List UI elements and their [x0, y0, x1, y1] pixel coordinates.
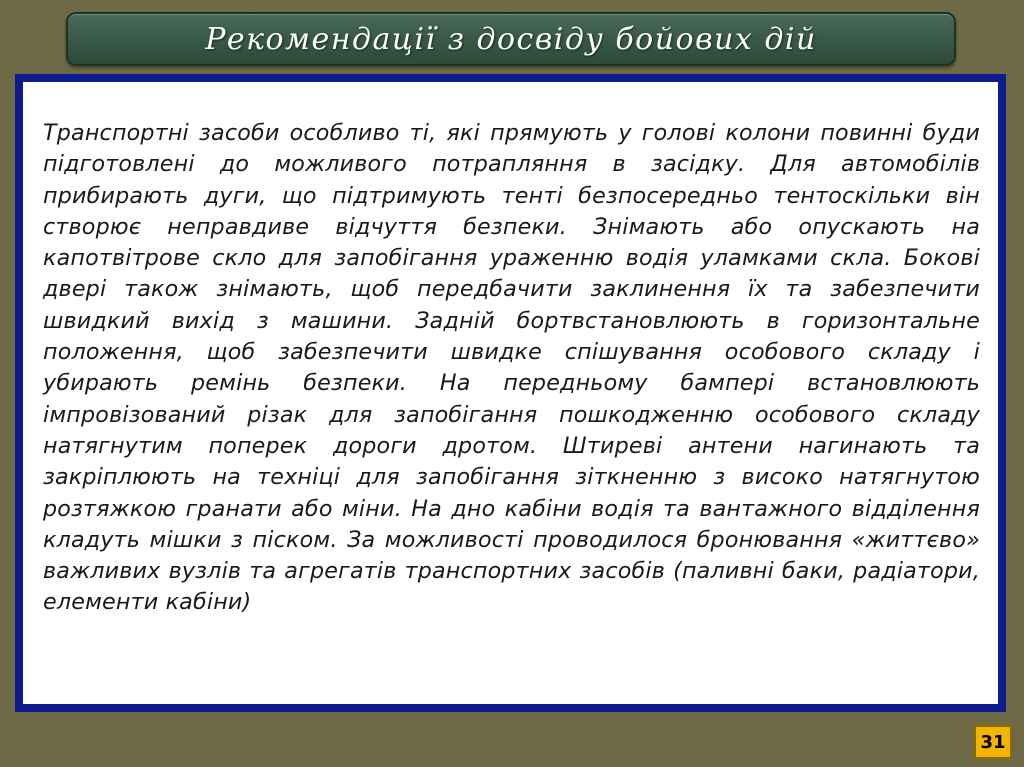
title-bar	[66, 12, 956, 66]
content-panel	[23, 82, 998, 704]
body-text: Транспортні засоби особливо ті, які прямують у голові колони повинні буди підготовлені до можливого потрапляння в засідку. Для автомобілів прибирають дуги, що підтримують тенті безпосередньо тентоскільки він створює неправдиве відчуття безпеки. Знімають або опускають на капотвітрове скло для запобігання ураженню водія уламками скла. Бокові двері також знімають, щоб передбачити заклинення їх та забезпечити швидкий вихід з машини. Задній бортвстановлюють в горизонтальне положення, щоб забезпечити швидке спішування особового складу і убирають ремінь безпеки. На передньому бампері встановлюють імпровізований різак для запобігання пошкодженню особового складу натягнутим поперек дороги дротом. Штиреві антени нагинають та закріплюють на техніці для запобігання зіткненню з високо натягнутою розтяжкою гранати або міни. На дно кабіни водія та вантажного відділення кладуть мішки з піском. За можливості проводилося бронювання «життєво» важливих вузлів та агрегатів транспортних засобів (паливні баки, радіатори, елементи кабіни)	[43, 120, 980, 616]
slide-title: Рекомендації з досвіду бойових дій	[205, 21, 817, 57]
page-number-badge	[974, 725, 1012, 759]
page-number: 31	[980, 731, 1006, 753]
content-frame	[15, 74, 1006, 712]
